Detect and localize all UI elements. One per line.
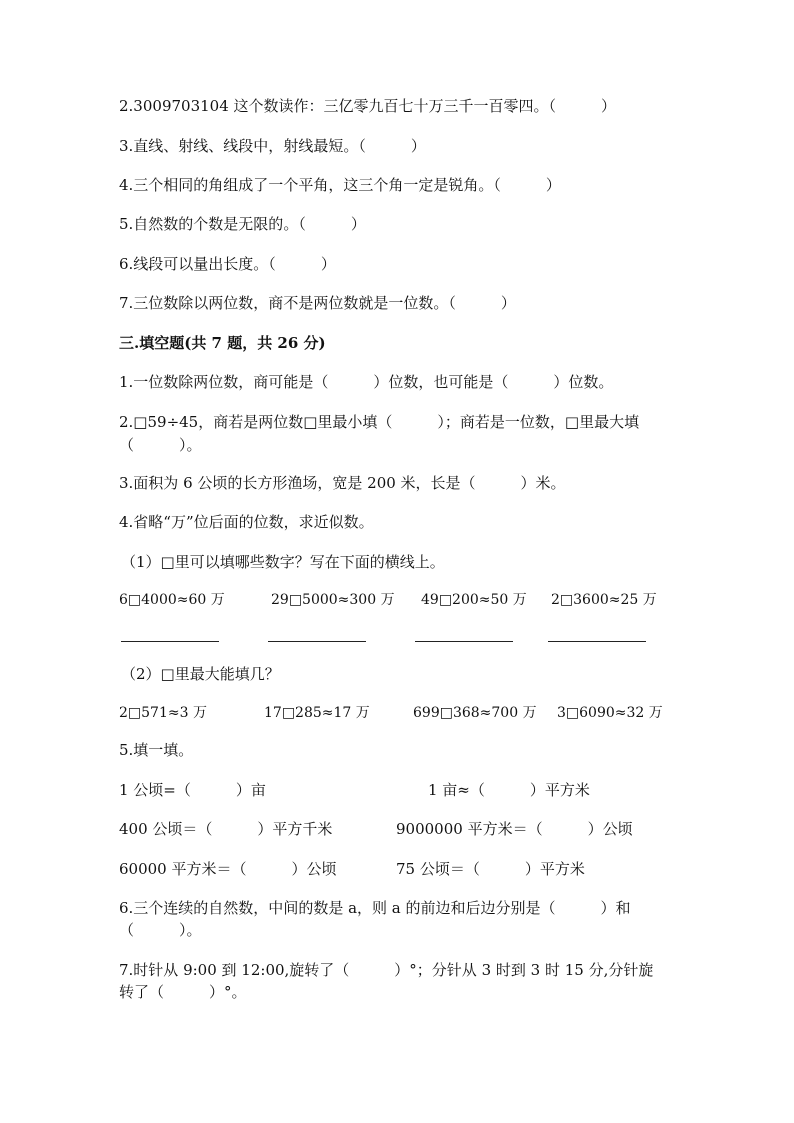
- answer-blank-line[interactable]: [548, 641, 646, 642]
- unit-conversion-item: 400 公顷＝（ ）平方千米: [119, 820, 333, 838]
- fill-question-4: 4.省略“万”位后面的位数，求近似数。: [119, 513, 374, 531]
- approx-item: 49□200≈50 万: [421, 592, 527, 608]
- judgement-question-5: 5.自然数的个数是无限的。（ ）: [119, 215, 366, 233]
- fill-question-2-line-2: （ ）。: [119, 436, 202, 454]
- fill-question-2-line-1: 2.□59÷45，商若是两位数□里最小填（ ）；商若是一位数，□里最大填: [119, 413, 640, 431]
- fill-question-4-subpart-1: （1）□里可以填哪些数字？写在下面的横线上。: [121, 553, 445, 571]
- approx-item: 3□6090≈32 万: [557, 705, 663, 721]
- approx-item: 29□5000≈300 万: [271, 592, 395, 608]
- approx-item: 17□285≈17 万: [264, 705, 370, 721]
- section-title-fill-in: 三.填空题(共 7 题，共 26 分): [119, 334, 326, 352]
- approx-item: 699□368≈700 万: [413, 705, 537, 721]
- fill-question-3: 3.面积为 6 公顷的长方形渔场，宽是 200 米，长是（ ）米。: [119, 474, 566, 492]
- judgement-question-7: 7.三位数除以两位数，商不是两位数就是一位数。（ ）: [119, 294, 516, 312]
- judgement-question-3: 3.直线、射线、线段中，射线最短。（ ）: [119, 137, 426, 155]
- unit-conversion-item: 1 亩≈（ ）平方米: [428, 781, 590, 799]
- answer-blank-line[interactable]: [268, 641, 366, 642]
- fill-question-7-line-2: 转了（ ）°。: [119, 983, 247, 1001]
- judgement-question-4: 4.三个相同的角组成了一个平角，这三个角一定是锐角。（ ）: [119, 176, 561, 194]
- fill-question-6-line-1: 6.三个连续的自然数，中间的数是 a，则 a 的前边和后边分别是（ ）和: [119, 899, 631, 917]
- approx-item: 2□571≈3 万: [119, 705, 207, 721]
- unit-conversion-item: 75 公顷＝（ ）平方米: [396, 860, 585, 878]
- judgement-question-2: 2.3009703104 这个数读作：三亿零九百七十万三千一百零四。（ ）: [119, 97, 617, 115]
- approx-item: 6□4000≈60 万: [119, 592, 225, 608]
- unit-conversion-item: 9000000 平方米＝（ ）公顷: [396, 820, 633, 838]
- answer-blank-line[interactable]: [415, 641, 513, 642]
- fill-question-1: 1.一位数除两位数，商可能是（ ）位数，也可能是（ ）位数。: [119, 373, 614, 391]
- unit-conversion-item: 1 公顷=（ ）亩: [119, 781, 266, 799]
- fill-question-4-subpart-2: （2）□里最大能填几？: [121, 665, 280, 683]
- fill-question-7-line-1: 7.时针从 9:00 到 12:00,旋转了（ ）°；分针从 3 时到 3 时 15 分,分针旋: [119, 961, 654, 979]
- fill-question-6-line-2: （ ）。: [119, 921, 202, 939]
- approx-item: 2□3600≈25 万: [551, 592, 657, 608]
- answer-blank-line[interactable]: [121, 641, 219, 642]
- unit-conversion-item: 60000 平方米＝（ ）公顷: [119, 860, 337, 878]
- fill-question-5: 5.填一填。: [119, 741, 194, 759]
- judgement-question-6: 6.线段可以量出长度。（ ）: [119, 255, 336, 273]
